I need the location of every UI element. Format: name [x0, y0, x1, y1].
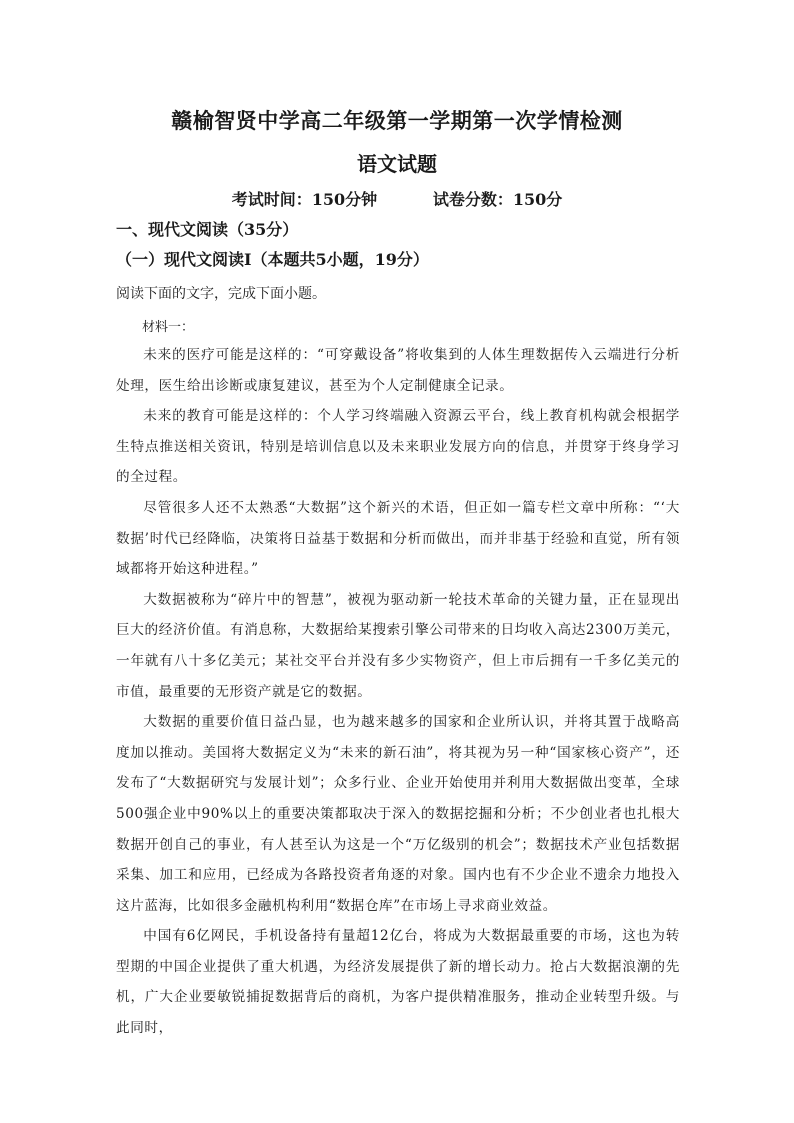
material-label: 材料一：: [142, 320, 195, 335]
paragraph: 未来的教育可能是这样的：个人学习终端融入资源云平台，线上教育机构就会根据学生特点推送相关资讯，特别是培训信息以及未来职业发展方向的信息，并贯穿于终身学习的全过程。: [116, 408, 680, 486]
document-subtitle: 语文试题: [357, 152, 437, 176]
exam-info: 考试时间：150分钟 试卷分数：150分: [231, 190, 563, 209]
paragraph: 中国有6亿网民，手机设备持有量超12亿台，将成为大数据最重要的市场，这也为转型期的中国企业提供了重大机遇，为经济发展提供了新的增长动力。抢占大数据浪潮的先机，广大企业要敏锐捕捉数据背后的商机，为客户提供精准服务，推动企业转型升级。与此同时，: [116, 928, 680, 1037]
reading-instruction: 阅读下面的文字，完成下面小题。: [116, 286, 326, 302]
subsection-heading: （一）现代文阅读Ⅰ（本题共5小题，19分）: [116, 250, 429, 269]
section-heading: 一、现代文阅读（35分）: [116, 220, 299, 239]
paragraph: 未来的医疗可能是这样的：“可穿戴设备”将收集到的人体生理数据传入云端进行分析处理，医生给出诊断或康复建议，甚至为个人定制健康全记录。: [116, 347, 680, 394]
paragraph: 大数据被称为“碎片中的智慧”，被视为驱动新一轮技术革命的关键力量，正在显现出巨大的经济价值。有消息称，大数据给某搜索引擎公司带来的日均收入高达2300万美元，一年就有八十多亿美元；某社交平台并没有多少实物资产，但上市后拥有一千多亿美元的市值，最重要的无形资产就是它的数据。: [116, 591, 680, 700]
paragraph: 大数据的重要价值日益凸显，也为越来越多的国家和企业所认识，并将其置于战略高度加以推动。美国将大数据定义为“未来的新石油”，将其视为另一种“国家核心资产”，还发布了“大数据研究与发展计划”；众多行业、企业开始使用并利用大数据做出变革，全球500强企业中90%以上的重要决策都取决于深入的数据挖掘和分析；不少创业者也扎根大数据开创自己的事业，有人甚至认为这是一个“万亿级别的机会”；数据技术产业包括数据采集、加工和应用，已经成为各路投资者角逐的对象。国内也有不少企业不遗余力地投入这片蓝海，比如很多金融机构利用“数据仓库”在市场上寻求商业效益。: [116, 714, 680, 914]
paragraph: 尽管很多人还不太熟悉“大数据”这个新兴的术语，但正如一篇专栏文章中所称：“‘大数据’时代已经降临，决策将日益基于数据和分析而做出，而并非基于经验和直觉，所有领域都将开始这种进程。”: [116, 499, 680, 578]
document-title: 赣榆智贤中学高二年级第一学期第一次学情检测: [171, 108, 623, 133]
article-body: [116, 340, 680, 1044]
